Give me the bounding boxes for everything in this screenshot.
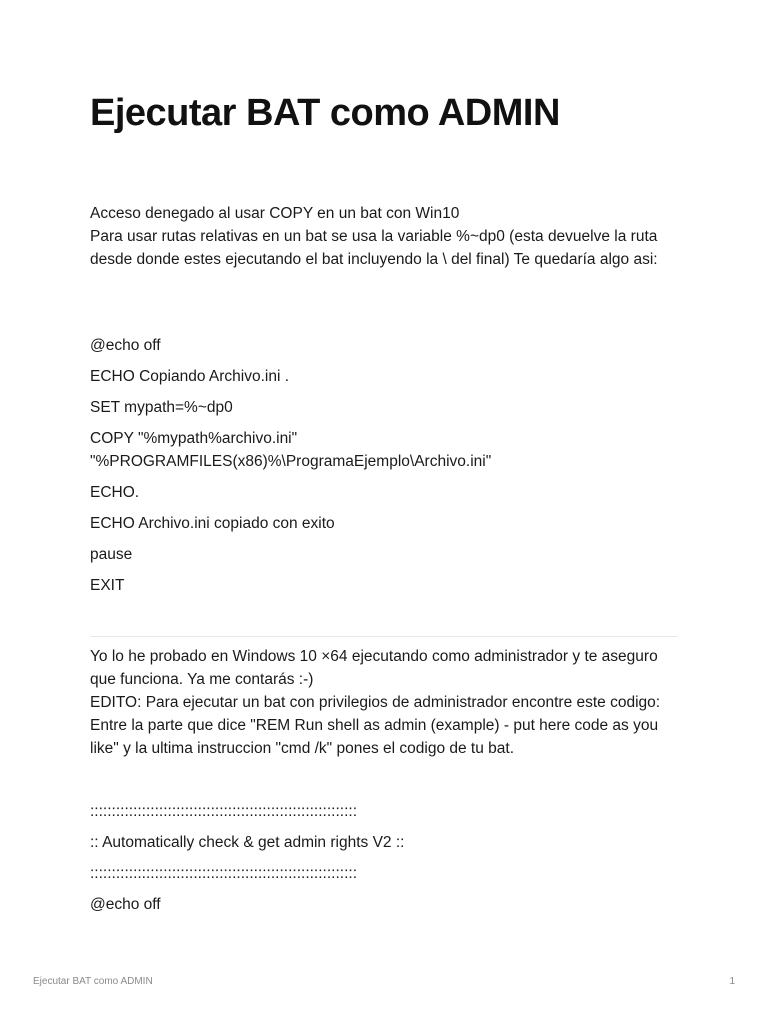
footer-title: Ejecutar BAT como ADMIN [33,976,153,987]
intro-line-1: Acceso denegado al usar COPY en un bat con Win10 [90,205,460,222]
code-line: EXIT [90,577,125,594]
code-line: ECHO Copiando Archivo.ini . [90,368,290,385]
code-line: COPY "%mypath%archivo.ini" "%PROGRAMFILES(x86)%\ProgramaEjemplo\Archivo.ini" [90,430,492,470]
code-line: ECHO. [90,484,140,501]
bat-code-block [90,334,680,605]
reply-paragraph-2: EDITO: Para ejecutar un bat con privilegios de administrador encontre este codigo: Entre la parte que dice "REM Run shell as admin (example) - put here code as you like" y la ultima instruccion "cmd /k" pones el codigo de tu bat. [90,694,661,757]
section-divider [90,636,678,637]
page-title: Ejecutar BAT como ADMIN [90,92,560,134]
reply-paragraph-1: Yo lo he probado en Windows 10 ×64 ejecutando como administrador y te aseguro que funciona. Ya me contarás :-) [90,648,658,688]
code-line: :: Automatically check & get admin rights V2 :: [90,834,405,851]
intro-text [90,202,680,271]
intro-line-2: Para usar rutas relativas en un bat se usa la variable %~dp0 (esta devuelve la ruta desde donde estes ejecutando el bat incluyendo la \ del final) Te quedaría algo asi: [90,228,658,268]
code-line: @echo off [90,896,161,913]
code-line: pause [90,546,133,563]
code-line: SET mypath=%~dp0 [90,399,233,416]
reply-text [90,645,680,760]
code-line: :::::::::::::::::::::::::::::::::::::::::::::::::::::::::::::: [90,803,357,820]
code-line: :::::::::::::::::::::::::::::::::::::::::::::::::::::::::::::: [90,865,357,882]
code-line: ECHO Archivo.ini copiado con exito [90,515,335,532]
footer-page-number: 1 [729,976,735,987]
admin-code-block [90,800,680,924]
code-line: @echo off [90,337,161,354]
